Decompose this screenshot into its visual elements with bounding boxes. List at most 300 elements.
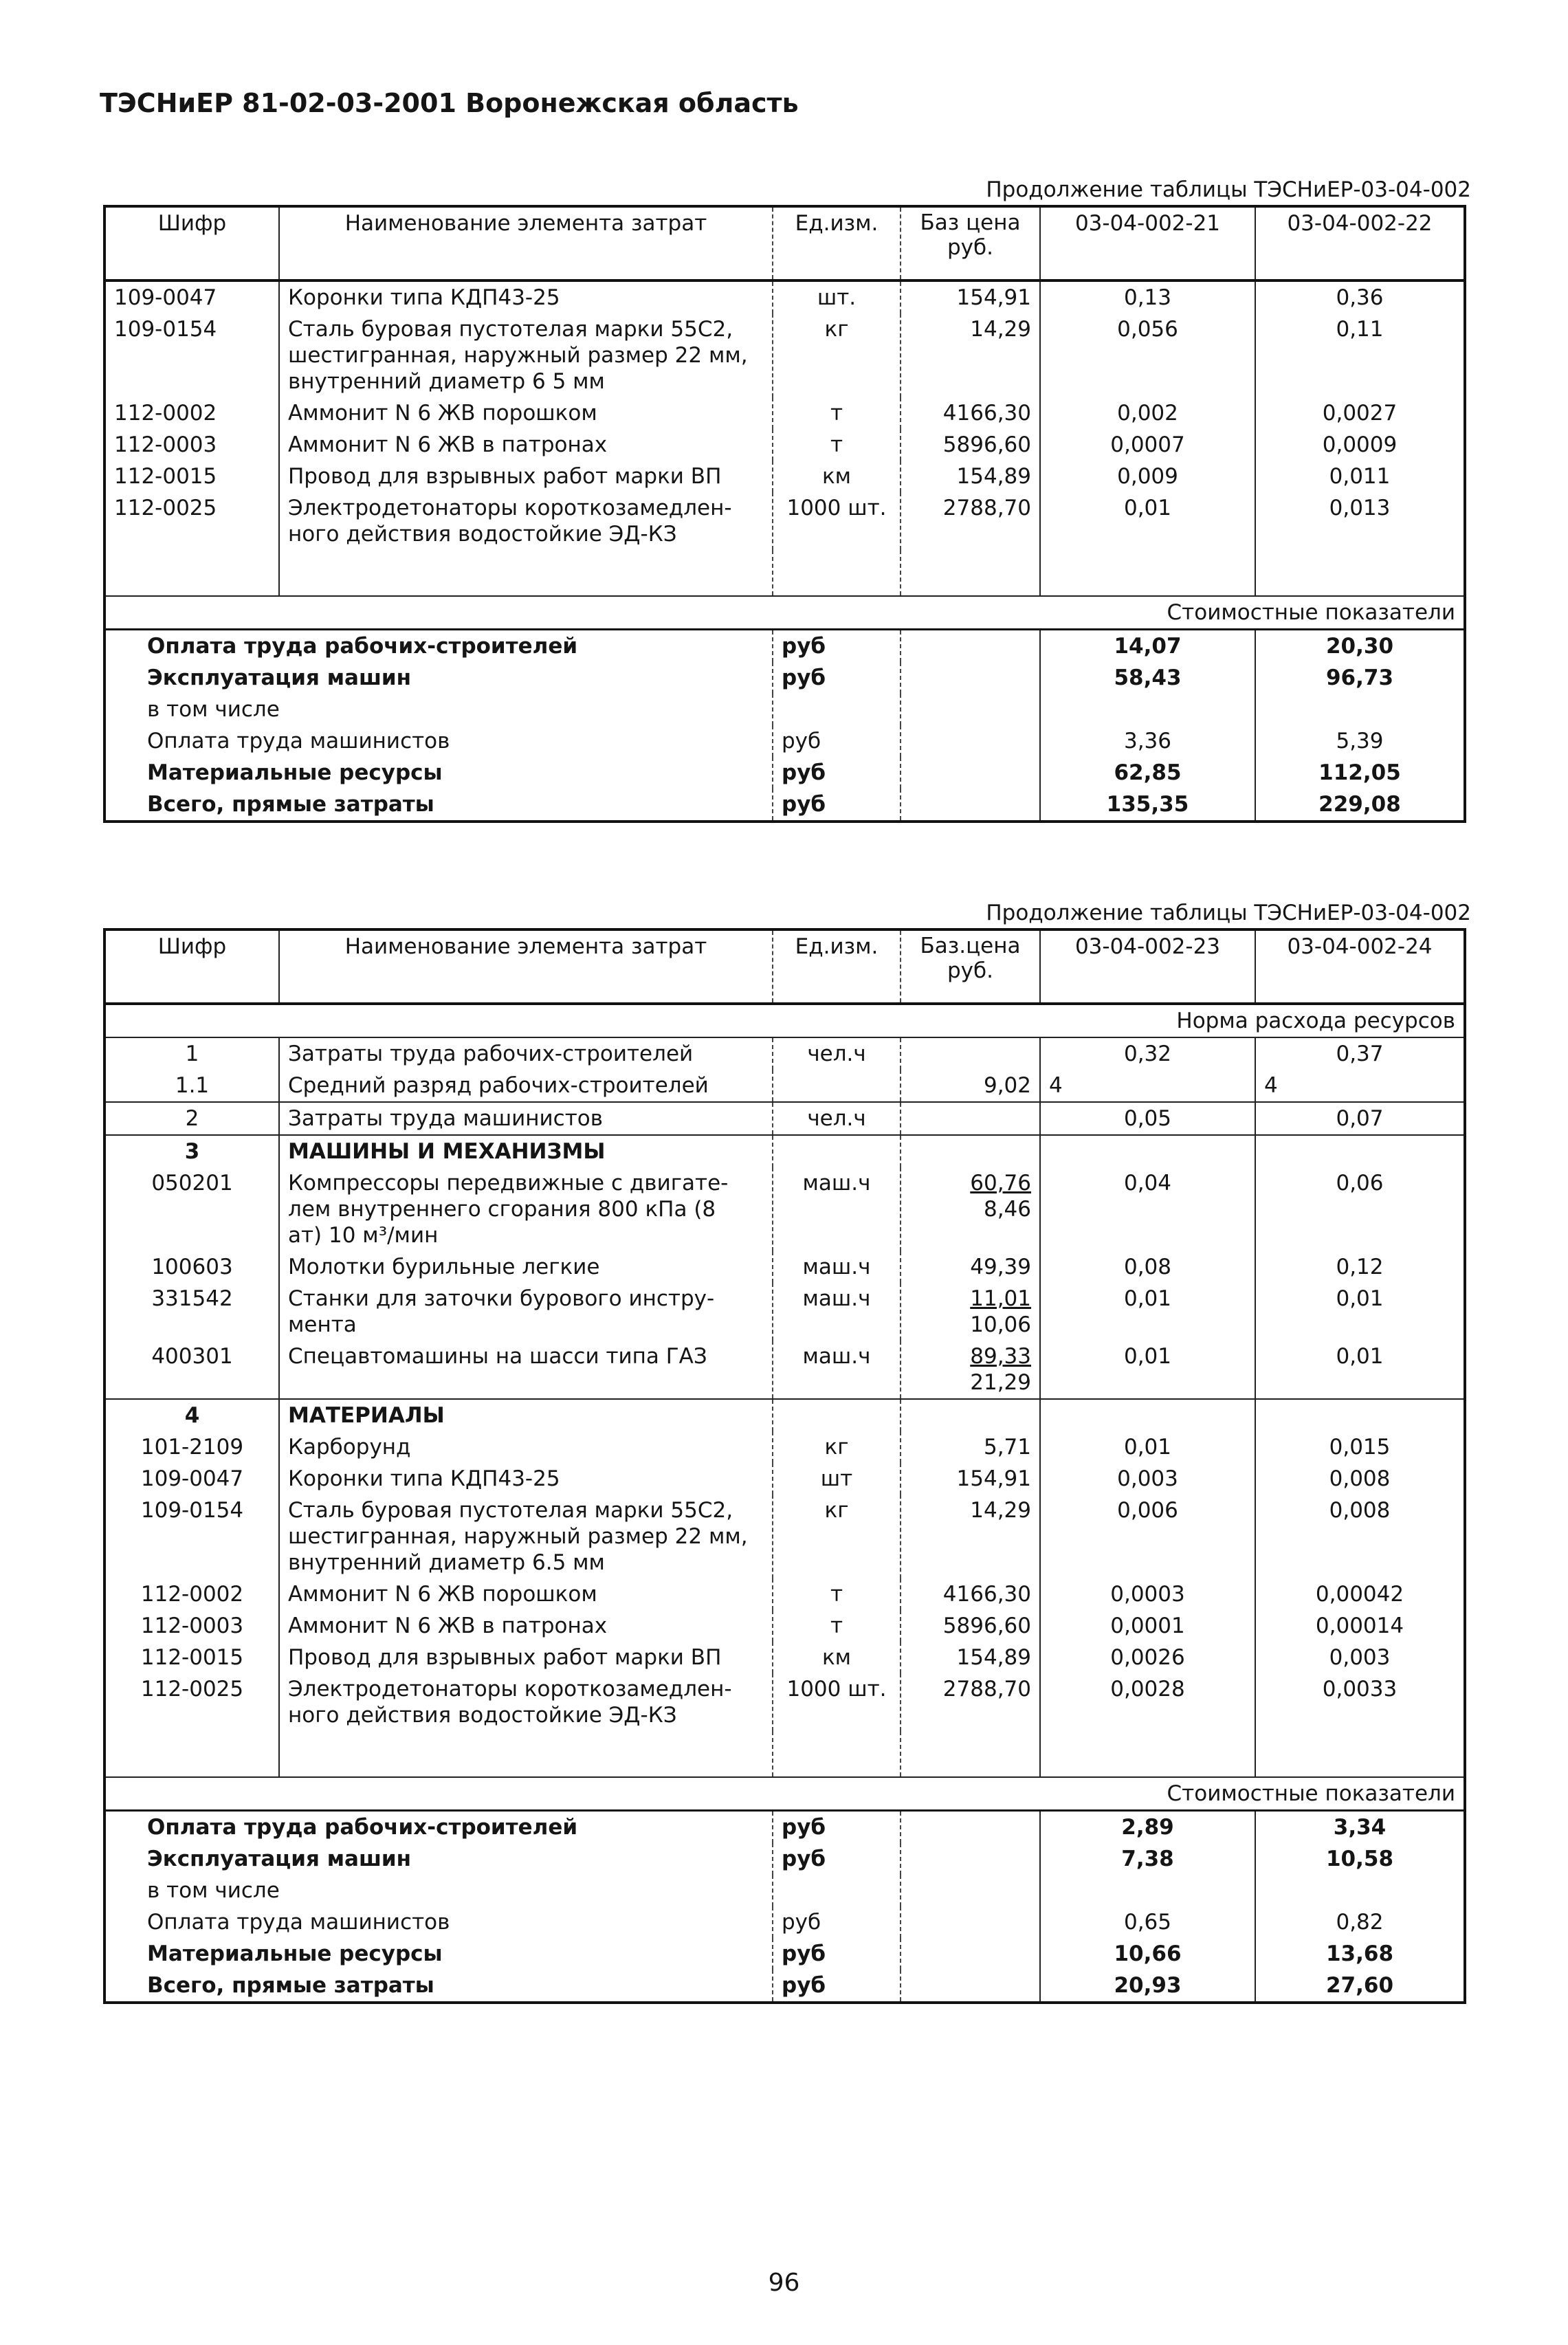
resource-unit: т bbox=[773, 1578, 901, 1610]
resource-code: 109-0154 bbox=[114, 317, 217, 342]
resource-row bbox=[104, 1578, 1465, 1610]
resource-name-line: Средний разряд рабочих-строителей bbox=[288, 1073, 709, 1098]
cost-value-a: 135,35 bbox=[1040, 789, 1255, 822]
resource-name bbox=[279, 1283, 773, 1341]
cost-value-b: 27,60 bbox=[1255, 1970, 1465, 2003]
resource-code: 101-2109 bbox=[140, 1435, 244, 1460]
resource-name bbox=[279, 313, 773, 397]
resource-name-line: Электродетонаторы короткозамедлен- bbox=[288, 1677, 732, 1702]
resource-name bbox=[279, 1610, 773, 1642]
resource-value-b: 0,0033 bbox=[1255, 1673, 1465, 1731]
resource-value-b: 4 bbox=[1255, 1070, 1465, 1102]
section-row bbox=[104, 1135, 1465, 1167]
cost-caption-row bbox=[104, 596, 1465, 630]
resource-value-b: 0,36 bbox=[1255, 280, 1465, 313]
cost-value-b: 5,39 bbox=[1255, 725, 1465, 757]
resource-value-b: 0,06 bbox=[1255, 1167, 1465, 1251]
resource-row bbox=[104, 1642, 1465, 1673]
cost-value-a: 0,65 bbox=[1040, 1906, 1255, 1938]
resource-name-line: Аммонит N 6 ЖВ в патронах bbox=[288, 1614, 608, 1638]
resource-row bbox=[104, 1037, 1465, 1070]
cost-label: Оплата труда рабочих-строителей bbox=[147, 634, 578, 659]
col-header-price-line2: руб. bbox=[947, 958, 993, 983]
resource-name-line: ного действия водостойкие ЭД-КЗ bbox=[288, 522, 677, 547]
cost-value-b: 112,05 bbox=[1255, 757, 1465, 789]
resource-value-a: 0,002 bbox=[1040, 397, 1255, 429]
resource-value-a: 0,01 bbox=[1040, 1341, 1255, 1399]
cost-value-b: 10,58 bbox=[1255, 1843, 1465, 1875]
spacer-cell bbox=[279, 1731, 773, 1777]
resource-unit: маш.ч bbox=[773, 1251, 901, 1283]
resource-unit: т bbox=[773, 429, 901, 461]
resource-price-line: 2788,70 bbox=[942, 496, 1031, 520]
resource-name-line: Карборунд bbox=[288, 1435, 411, 1460]
resource-unit: т bbox=[773, 1610, 901, 1642]
resource-price bbox=[901, 1399, 1040, 1431]
resource-value-a: 0,056 bbox=[1040, 313, 1255, 397]
cost-label: Всего, прямые затраты bbox=[147, 792, 434, 817]
spacer-cell bbox=[901, 1731, 1040, 1777]
resource-price-line: 5,71 bbox=[983, 1435, 1031, 1460]
resource-value-b bbox=[1255, 1135, 1465, 1167]
resource-value-a: 0,0007 bbox=[1040, 429, 1255, 461]
cost-label: Эксплуатация машин bbox=[147, 665, 412, 690]
cost-value-b bbox=[1255, 694, 1465, 725]
cost-unit: руб bbox=[773, 1970, 901, 2003]
col-header-a: 03-04-002-23 bbox=[1040, 929, 1255, 1004]
cost-label: в том числе bbox=[147, 1878, 280, 1903]
resource-value-a: 0,006 bbox=[1040, 1495, 1255, 1578]
resource-price-line: 5896,60 bbox=[942, 1614, 1031, 1638]
resource-name-line: Сталь буровая пустотелая марки 55С2, bbox=[288, 1498, 733, 1523]
resource-name bbox=[279, 1102, 773, 1135]
resource-name-line: Коронки типа КДП43-25 bbox=[288, 285, 560, 310]
resource-value-a: 0,01 bbox=[1040, 492, 1255, 550]
resource-code: 3 bbox=[104, 1135, 279, 1167]
resource-name bbox=[279, 461, 773, 492]
resource-code: 112-0015 bbox=[114, 464, 217, 489]
resource-unit: т bbox=[773, 397, 901, 429]
resource-price-line: 21,29 bbox=[970, 1370, 1031, 1395]
resource-row bbox=[104, 397, 1465, 429]
resource-name-line: внутренний диаметр 6.5 мм bbox=[288, 1550, 605, 1575]
resource-code: 109-0047 bbox=[114, 285, 217, 310]
resource-value-b: 0,01 bbox=[1255, 1283, 1465, 1341]
resource-name-line: Затраты труда рабочих-строителей bbox=[288, 1042, 694, 1066]
resource-name-line: лем внутреннего сгорания 800 кПа (8 bbox=[288, 1197, 716, 1222]
cost-unit bbox=[773, 694, 901, 725]
resource-name bbox=[279, 1431, 773, 1463]
resource-code: 109-0154 bbox=[140, 1498, 244, 1523]
resource-unit: чел.ч bbox=[773, 1102, 901, 1135]
resource-name bbox=[279, 1251, 773, 1283]
resource-row bbox=[104, 280, 1465, 313]
cost-label: Материальные ресурсы bbox=[147, 760, 443, 785]
resource-price-line: 4166,30 bbox=[942, 1582, 1031, 1607]
cost-blank bbox=[901, 1906, 1040, 1938]
resource-value-a: 0,13 bbox=[1040, 280, 1255, 313]
resource-row bbox=[104, 429, 1465, 461]
resource-code: 112-0003 bbox=[114, 432, 217, 457]
resource-name-line: Электродетонаторы короткозамедлен- bbox=[288, 496, 732, 520]
resource-name bbox=[279, 1135, 773, 1167]
resource-name-line: Аммонит N 6 ЖВ порошком bbox=[288, 1582, 597, 1607]
resource-name bbox=[279, 1167, 773, 1251]
cost-label: в том числе bbox=[147, 697, 280, 722]
cost-row bbox=[104, 1811, 1465, 1844]
resource-unit: кг bbox=[773, 1431, 901, 1463]
resource-value-a bbox=[1040, 1135, 1255, 1167]
spacer-cell bbox=[1255, 1731, 1465, 1777]
cost-label: Всего, прямые затраты bbox=[147, 1973, 434, 1998]
resource-code: 1 bbox=[185, 1042, 199, 1066]
cost-value-b: 229,08 bbox=[1255, 789, 1465, 822]
resource-price bbox=[901, 313, 1040, 397]
cost-label: Эксплуатация машин bbox=[147, 1847, 412, 1871]
resource-value-b: 0,0027 bbox=[1255, 397, 1465, 429]
resource-name bbox=[279, 1463, 773, 1495]
cost-blank bbox=[901, 1970, 1040, 2003]
table-spacer-row bbox=[104, 550, 1465, 596]
col-header-price-line2: руб. bbox=[947, 235, 993, 260]
resource-price bbox=[901, 492, 1040, 550]
cost-value-b: 3,34 bbox=[1255, 1811, 1465, 1844]
resource-name bbox=[279, 1037, 773, 1070]
resource-unit: км bbox=[773, 1642, 901, 1673]
cost-value-b: 96,73 bbox=[1255, 662, 1465, 694]
cost-blank bbox=[901, 757, 1040, 789]
cost-blank bbox=[901, 725, 1040, 757]
resource-price bbox=[901, 1463, 1040, 1495]
cost-blank bbox=[901, 1843, 1040, 1875]
resource-name bbox=[279, 1495, 773, 1578]
resource-code: 112-0025 bbox=[140, 1677, 244, 1702]
resource-row bbox=[104, 1431, 1465, 1463]
resource-code: 4 bbox=[104, 1399, 279, 1431]
resource-row bbox=[104, 1102, 1465, 1135]
resource-value-b: 0,0009 bbox=[1255, 429, 1465, 461]
resource-code: 109-0047 bbox=[140, 1466, 244, 1491]
cost-unit: руб bbox=[773, 662, 901, 694]
cost-value-a: 58,43 bbox=[1040, 662, 1255, 694]
cost-caption: Стоимостные показатели bbox=[104, 1777, 1465, 1811]
resource-unit: шт bbox=[773, 1463, 901, 1495]
resource-value-b: 0,003 bbox=[1255, 1642, 1465, 1673]
resource-price bbox=[901, 1135, 1040, 1167]
resource-value-b: 0,00014 bbox=[1255, 1610, 1465, 1642]
cost-row bbox=[104, 662, 1465, 694]
resource-value-a: 0,04 bbox=[1040, 1167, 1255, 1251]
resource-value-b: 0,01 bbox=[1255, 1341, 1465, 1399]
resource-row bbox=[104, 1283, 1465, 1341]
cost-blank bbox=[901, 694, 1040, 725]
table2-continuation-note: Продолжение таблицы ТЭСНиЕР-03-04-002 bbox=[986, 901, 1471, 925]
resource-price bbox=[901, 429, 1040, 461]
resource-unit: маш.ч bbox=[773, 1283, 901, 1341]
spacer-cell bbox=[773, 1731, 901, 1777]
cost-value-b: 13,68 bbox=[1255, 1938, 1465, 1970]
resource-code: 400301 bbox=[151, 1344, 233, 1369]
cost-blank bbox=[901, 630, 1040, 663]
col-header-price bbox=[901, 929, 1040, 1004]
resource-price-line: 154,89 bbox=[956, 464, 1031, 489]
resource-unit: чел.ч bbox=[773, 1037, 901, 1070]
resource-row bbox=[104, 1495, 1465, 1578]
resource-code: 100603 bbox=[151, 1255, 233, 1279]
table-spacer-row bbox=[104, 1731, 1465, 1777]
resource-name-line: шестигранная, наружный размер 22 мм, bbox=[288, 1524, 748, 1549]
resource-name bbox=[279, 397, 773, 429]
resource-price-line: 14,29 bbox=[970, 317, 1031, 342]
resource-value-a: 0,08 bbox=[1040, 1251, 1255, 1283]
resource-code: 112-0015 bbox=[140, 1645, 244, 1670]
cost-caption-row bbox=[104, 1777, 1465, 1811]
resource-name-line: Станки для заточки бурового инстру- bbox=[288, 1286, 715, 1311]
resource-unit: маш.ч bbox=[773, 1167, 901, 1251]
resource-value-a: 0,0028 bbox=[1040, 1673, 1255, 1731]
resource-name-line: МАТЕРИАЛЫ bbox=[288, 1403, 445, 1428]
resource-value-b: 0,013 bbox=[1255, 492, 1465, 550]
resource-price-line: 154,89 bbox=[956, 1645, 1031, 1670]
cost-value-b: 0,82 bbox=[1255, 1906, 1465, 1938]
resource-value-b bbox=[1255, 1399, 1465, 1431]
col-header-price bbox=[901, 206, 1040, 280]
cost-blank bbox=[901, 789, 1040, 822]
col-header-code: Шифр bbox=[104, 929, 279, 1004]
resource-row bbox=[104, 1070, 1465, 1102]
resource-value-b: 0,07 bbox=[1255, 1102, 1465, 1135]
resource-value-a: 0,0003 bbox=[1040, 1578, 1255, 1610]
cost-value-a: 14,07 bbox=[1040, 630, 1255, 663]
cost-value-a: 7,38 bbox=[1040, 1843, 1255, 1875]
resource-value-a: 0,01 bbox=[1040, 1283, 1255, 1341]
resource-unit bbox=[773, 1399, 901, 1431]
resource-value-a: 0,0026 bbox=[1040, 1642, 1255, 1673]
col-header-b: 03-04-002-22 bbox=[1255, 206, 1465, 280]
resource-price-line: 89,33 bbox=[970, 1344, 1031, 1369]
resource-unit: шт. bbox=[773, 280, 901, 313]
resource-value-b: 0,12 bbox=[1255, 1251, 1465, 1283]
resource-code: 112-0002 bbox=[114, 401, 217, 426]
resource-row bbox=[104, 1251, 1465, 1283]
resource-row bbox=[104, 1673, 1465, 1731]
resource-value-a: 0,01 bbox=[1040, 1431, 1255, 1463]
cost-value-a: 3,36 bbox=[1040, 725, 1255, 757]
cost-unit: руб bbox=[773, 757, 901, 789]
resource-row bbox=[104, 492, 1465, 550]
resource-unit bbox=[773, 1070, 901, 1102]
col-header-price-line1: Баз цена bbox=[920, 210, 1021, 235]
resource-value-b: 0,37 bbox=[1255, 1037, 1465, 1070]
cost-value-a: 10,66 bbox=[1040, 1938, 1255, 1970]
resource-unit: маш.ч bbox=[773, 1341, 901, 1399]
spacer-cell bbox=[104, 550, 279, 596]
resource-value-b: 0,11 bbox=[1255, 313, 1465, 397]
resource-price bbox=[901, 1610, 1040, 1642]
cost-label: Оплата труда машинистов bbox=[147, 729, 450, 753]
resource-name bbox=[279, 429, 773, 461]
resource-name bbox=[279, 1578, 773, 1610]
spacer-cell bbox=[104, 1731, 279, 1777]
resource-unit: км bbox=[773, 461, 901, 492]
col-header-code: Шифр bbox=[104, 206, 279, 280]
resource-name-line: Сталь буровая пустотелая марки 55С2, bbox=[288, 317, 733, 342]
cost-value-b bbox=[1255, 1875, 1465, 1906]
resource-price bbox=[901, 1673, 1040, 1731]
resource-value-b: 0,015 bbox=[1255, 1431, 1465, 1463]
resource-price-line: 14,29 bbox=[970, 1498, 1031, 1523]
resource-price bbox=[901, 1251, 1040, 1283]
resource-price bbox=[901, 1283, 1040, 1341]
spacer-cell bbox=[773, 550, 901, 596]
resource-price-line: 154,91 bbox=[956, 1466, 1031, 1491]
resource-value-a: 0,05 bbox=[1040, 1102, 1255, 1135]
resource-price bbox=[901, 1341, 1040, 1399]
col-header-unit: Ед.изм. bbox=[773, 206, 901, 280]
section-row bbox=[104, 1399, 1465, 1431]
cost-value-a bbox=[1040, 1875, 1255, 1906]
resource-price bbox=[901, 1037, 1040, 1070]
resource-name-line: мента bbox=[288, 1312, 357, 1337]
resource-row bbox=[104, 461, 1465, 492]
cost-unit bbox=[773, 1875, 901, 1906]
resource-unit: 1000 шт. bbox=[773, 1673, 901, 1731]
resource-code: 2 bbox=[104, 1102, 279, 1135]
resource-price-line: 154,91 bbox=[956, 285, 1031, 310]
cost-value-a: 2,89 bbox=[1040, 1811, 1255, 1844]
resource-value-a: 0,003 bbox=[1040, 1463, 1255, 1495]
cost-unit: руб bbox=[773, 630, 901, 663]
resource-name-line: шестигранная, наружный размер 22 мм, bbox=[288, 343, 748, 368]
resource-value-b: 0,008 bbox=[1255, 1463, 1465, 1495]
resource-price bbox=[901, 461, 1040, 492]
resource-price bbox=[901, 1102, 1040, 1135]
resource-name bbox=[279, 280, 773, 313]
resource-price bbox=[901, 280, 1040, 313]
resource-name bbox=[279, 1673, 773, 1731]
resource-code: 331542 bbox=[151, 1286, 233, 1311]
resource-name-line: ного действия водостойкие ЭД-КЗ bbox=[288, 1703, 677, 1728]
cost-unit: руб bbox=[773, 1938, 901, 1970]
resource-unit: кг bbox=[773, 313, 901, 397]
resource-name-line: Компрессоры передвижные с двигате- bbox=[288, 1171, 729, 1196]
resource-name bbox=[279, 492, 773, 550]
cost-label: Материальные ресурсы bbox=[147, 1941, 443, 1966]
resource-value-a bbox=[1040, 1399, 1255, 1431]
cost-row bbox=[104, 1875, 1465, 1906]
cost-value-b: 20,30 bbox=[1255, 630, 1465, 663]
col-header-name: Наименование элемента затрат bbox=[279, 929, 773, 1004]
norm-caption-row bbox=[104, 1004, 1465, 1037]
resource-price bbox=[901, 1167, 1040, 1251]
col-header-unit: Ед.изм. bbox=[773, 929, 901, 1004]
resource-name-line: ат) 10 м³/мин bbox=[288, 1223, 439, 1248]
resource-price-line: 4166,30 bbox=[942, 401, 1031, 426]
cost-value-a: 62,85 bbox=[1040, 757, 1255, 789]
resource-value-b: 0,008 bbox=[1255, 1495, 1465, 1578]
table1-continuation-note: Продолжение таблицы ТЭСНиЕР-03-04-002 bbox=[986, 177, 1471, 202]
resource-price bbox=[901, 1495, 1040, 1578]
spacer-cell bbox=[279, 550, 773, 596]
col-header-name: Наименование элемента затрат bbox=[279, 206, 773, 280]
resource-code: 112-0003 bbox=[140, 1614, 244, 1638]
col-header-a: 03-04-002-21 bbox=[1040, 206, 1255, 280]
resource-value-b: 0,00042 bbox=[1255, 1578, 1465, 1610]
resource-value-a: 0,32 bbox=[1040, 1037, 1255, 1070]
resource-row bbox=[104, 1341, 1465, 1399]
col-header-b: 03-04-002-24 bbox=[1255, 929, 1465, 1004]
cost-unit: руб bbox=[773, 1811, 901, 1844]
resource-value-a: 0,009 bbox=[1040, 461, 1255, 492]
resource-unit: 1000 шт. bbox=[773, 492, 901, 550]
cost-row bbox=[104, 1970, 1465, 2003]
cost-blank bbox=[901, 1938, 1040, 1970]
resource-name-line: Коронки типа КДП43-25 bbox=[288, 1466, 560, 1491]
resource-table-2 bbox=[103, 928, 1466, 2004]
resource-row bbox=[104, 1610, 1465, 1642]
resource-name-line: Аммонит N 6 ЖВ порошком bbox=[288, 401, 597, 426]
resource-name-line: Спецавтомашины на шасси типа ГАЗ bbox=[288, 1344, 707, 1369]
spacer-cell bbox=[1255, 550, 1465, 596]
page-title: ТЭСНиЕР 81-02-03-2001 Воронежская область bbox=[100, 88, 799, 118]
page-number: 96 bbox=[768, 2269, 800, 2297]
resource-price-line: 10,06 bbox=[970, 1312, 1031, 1337]
cost-row bbox=[104, 630, 1465, 663]
resource-price bbox=[901, 1431, 1040, 1463]
cost-row bbox=[104, 1843, 1465, 1875]
cost-unit: руб bbox=[773, 1906, 901, 1938]
spacer-cell bbox=[901, 550, 1040, 596]
resource-price-line: 8,46 bbox=[983, 1197, 1031, 1222]
norm-caption: Норма расхода ресурсов bbox=[104, 1004, 1465, 1037]
resource-row bbox=[104, 1463, 1465, 1495]
resource-price bbox=[901, 397, 1040, 429]
resource-code: 1.1 bbox=[175, 1073, 210, 1098]
resource-name-line: МАШИНЫ И МЕХАНИЗМЫ bbox=[288, 1139, 606, 1164]
resource-price-line: 11,01 bbox=[970, 1286, 1031, 1311]
resource-value-a: 4 bbox=[1040, 1070, 1255, 1102]
cost-caption: Стоимостные показатели bbox=[104, 596, 1465, 630]
cost-label: Оплата труда рабочих-строителей bbox=[147, 1815, 578, 1840]
spacer-cell bbox=[1040, 1731, 1255, 1777]
resource-unit bbox=[773, 1135, 901, 1167]
cost-blank bbox=[901, 1811, 1040, 1844]
spacer-cell bbox=[1040, 550, 1255, 596]
resource-name-line: Провод для взрывных работ марки ВП bbox=[288, 1645, 722, 1670]
resource-unit: кг bbox=[773, 1495, 901, 1578]
cost-row bbox=[104, 1938, 1465, 1970]
cost-value-a: 20,93 bbox=[1040, 1970, 1255, 2003]
cost-row bbox=[104, 1906, 1465, 1938]
cost-row bbox=[104, 757, 1465, 789]
resource-price-line: 60,76 bbox=[970, 1171, 1031, 1196]
resource-code: 050201 bbox=[151, 1171, 233, 1196]
resource-row bbox=[104, 313, 1465, 397]
cost-label: Оплата труда машинистов bbox=[147, 1910, 450, 1935]
cost-blank bbox=[901, 662, 1040, 694]
resource-code: 112-0025 bbox=[114, 496, 217, 520]
resource-code: 112-0002 bbox=[140, 1582, 244, 1607]
cost-value-a bbox=[1040, 694, 1255, 725]
resource-name bbox=[279, 1070, 773, 1102]
resource-name bbox=[279, 1341, 773, 1399]
resource-name-line: Аммонит N 6 ЖВ в патронах bbox=[288, 432, 608, 457]
resource-price-line: 5896,60 bbox=[942, 432, 1031, 457]
resource-name bbox=[279, 1399, 773, 1431]
resource-value-a: 0,0001 bbox=[1040, 1610, 1255, 1642]
cost-row bbox=[104, 789, 1465, 822]
resource-name-line: Молотки бурильные легкие bbox=[288, 1255, 600, 1279]
